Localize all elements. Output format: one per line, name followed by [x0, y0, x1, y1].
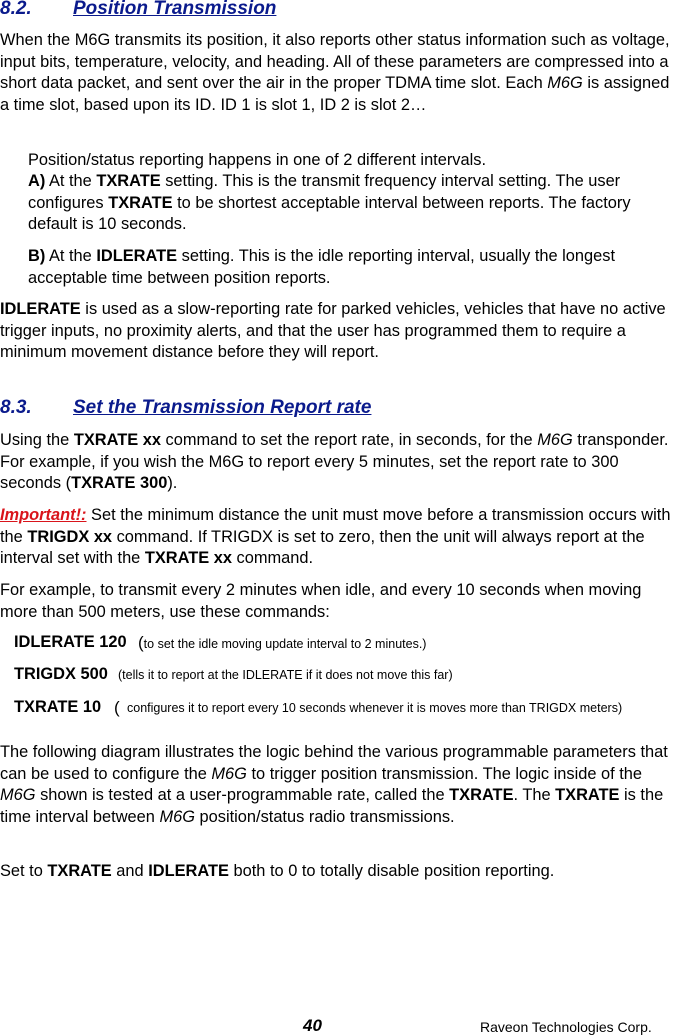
interval-b-item: B) At the IDLERATE setting. This is the idle reporting interval, usually the longest acceptable time between position reports.	[28, 247, 616, 287]
example-lead-paragraph: For example, to transmit every 2 minutes when idle, and every 10 seconds when moving more than 500 meters, use these commands:	[0, 581, 642, 621]
footer-company: Raveon Technologies Corp.	[480, 1019, 652, 1035]
command-text: TRIGDX 500	[14, 665, 108, 683]
command-trigdx	[14, 664, 453, 685]
section-number: 8.3.	[0, 397, 32, 418]
section-number: 8.2.	[0, 0, 32, 19]
interval-a-item: A) At the TXRATE setting. This is the transmit frequency interval setting. The user configures TXRATE to be shortest acceptable interval between reports. The factory default is 10 seconds.	[28, 172, 631, 233]
idlerate-paragraph: IDLERATE is used as a slow-reporting rate for parked vehicles, vehicles that have no active trigger inputs, no proximity alerts, and that the user has programmed them to require a minimum movement distance before they will report.	[0, 300, 666, 361]
txrate-usage-paragraph: Using the TXRATE xx command to set the report rate, in seconds, for the M6G transponder. For example, if you wish the M6G to report every 5 minutes, set the report rate to 300 seconds (TXRATE 300).	[0, 431, 669, 492]
command-text: IDLERATE 120	[14, 633, 127, 651]
command-note: (tells it to report at the IDLERATE if it does not move this far)	[118, 668, 453, 682]
section-heading-8-3	[0, 397, 371, 419]
intervals-lead: Position/status reporting happens in one of 2 different intervals.	[28, 151, 487, 169]
important-paragraph: Important!: Set the minimum distance the unit must move before a transmission occurs with the TRIGDX xx command. If TRIGDX is set to zero, then the unit will always report at the interval set with the TXRATE xx command.	[0, 506, 671, 567]
command-idlerate: IDLERATE 120 (to set the idle moving update interval to 2 minutes.)	[14, 633, 427, 652]
diagram-paragraph: The following diagram illustrates the logic behind the various programmable parameters that can be used to configure the M6G to trigger position transmission. The logic inside of the M6G shown is tested at a user-programmable rate, called the TXRATE. The TXRATE is the time interval between M6G position/status radio transmissions.	[0, 743, 668, 826]
command-note: to set the idle moving update interval to 2 minutes.)	[143, 637, 427, 651]
command-txrate: TXRATE 10 ( configures it to report every 10 seconds whenever it is moves more than TRIGDX meters)	[14, 697, 674, 718]
section-title: Set the Transmission Report rate	[73, 397, 372, 418]
page-number: 40	[303, 1016, 322, 1035]
disable-paragraph: Set to TXRATE and IDLERATE both to 0 to totally disable position reporting.	[0, 862, 555, 880]
intro-paragraph: When the M6G transmits its position, it also reports other status information such as voltage, input bits, temperature, velocity, and heading. All of these parameters are compressed into a short data packet, and sent over the air in the proper TDMA time slot. Each M6G is assigned a time slot, based upon its ID. ID 1 is slot 1, ID 2 is slot 2…	[0, 31, 670, 114]
important-label: Important!:	[0, 506, 87, 524]
command-text: TXRATE 10	[14, 698, 102, 716]
command-note: configures it to report every 10 seconds whenever it is moves more than TRIGDX meters)	[127, 701, 623, 715]
section-heading-8-2	[0, 0, 276, 20]
section-title: Position Transmission	[73, 0, 277, 19]
